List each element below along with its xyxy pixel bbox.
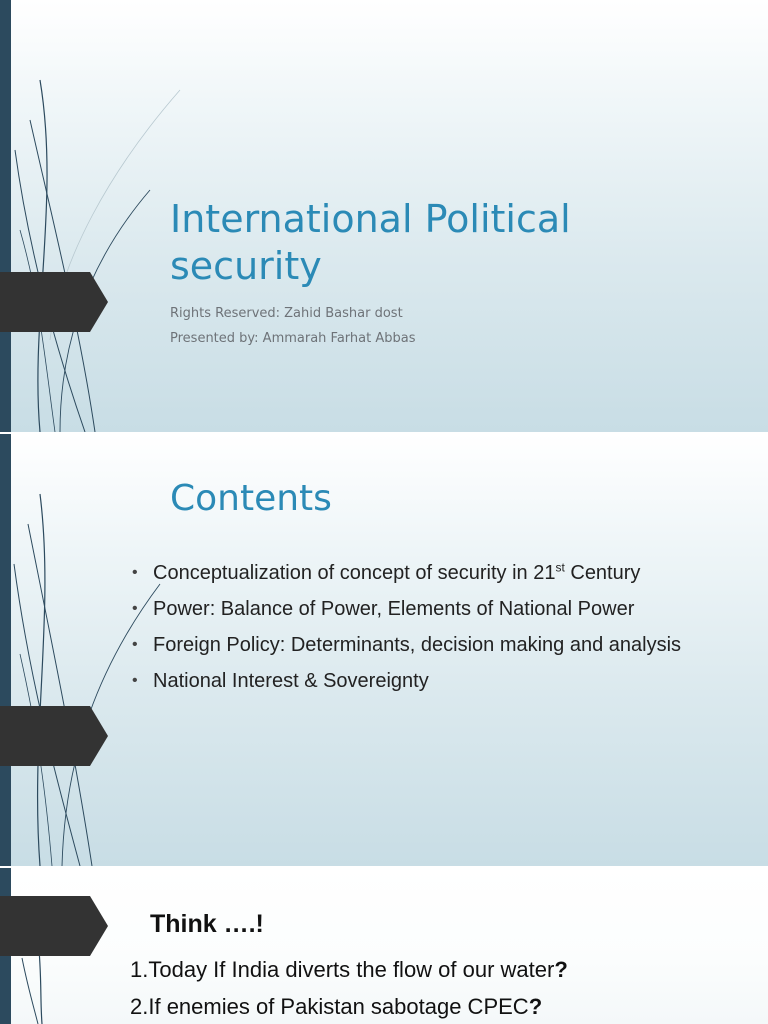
list-item: • Foreign Policy: Determinants, decision making and analysis	[132, 634, 682, 656]
arrow-shape-icon	[0, 272, 108, 332]
think-heading: Think ….!	[150, 910, 264, 938]
bullet-icon: •	[132, 564, 138, 581]
bullet-icon: •	[132, 600, 138, 617]
list-item: • Conceptualization of concept of security in 21st Century	[132, 560, 641, 584]
question-1: 1.Today If India diverts the flow of our water?	[130, 957, 568, 982]
question-2: 2.If enemies of Pakistan sabotage CPEC?	[130, 994, 543, 1019]
arrow-shape-icon	[0, 896, 108, 956]
presenter: Presented by: Ammarah Farhat Abbas	[170, 331, 416, 346]
list-item: • Power: Balance of Power, Elements of National Power	[132, 598, 635, 620]
list-item: • National Interest & Sovereignty	[132, 670, 429, 692]
title-line-1: International Political	[170, 197, 571, 241]
bullet-icon: •	[132, 672, 138, 689]
contents-list	[132, 560, 720, 704]
arrow-shape-icon	[0, 706, 108, 766]
slide-title-text	[170, 196, 730, 290]
contents-title: Contents	[170, 478, 332, 519]
bullet-icon: •	[132, 636, 138, 653]
rights-reserved: Rights Reserved: Zahid Bashar dost	[170, 306, 403, 321]
title-line-2: security	[170, 244, 322, 288]
slide-title	[0, 0, 768, 432]
